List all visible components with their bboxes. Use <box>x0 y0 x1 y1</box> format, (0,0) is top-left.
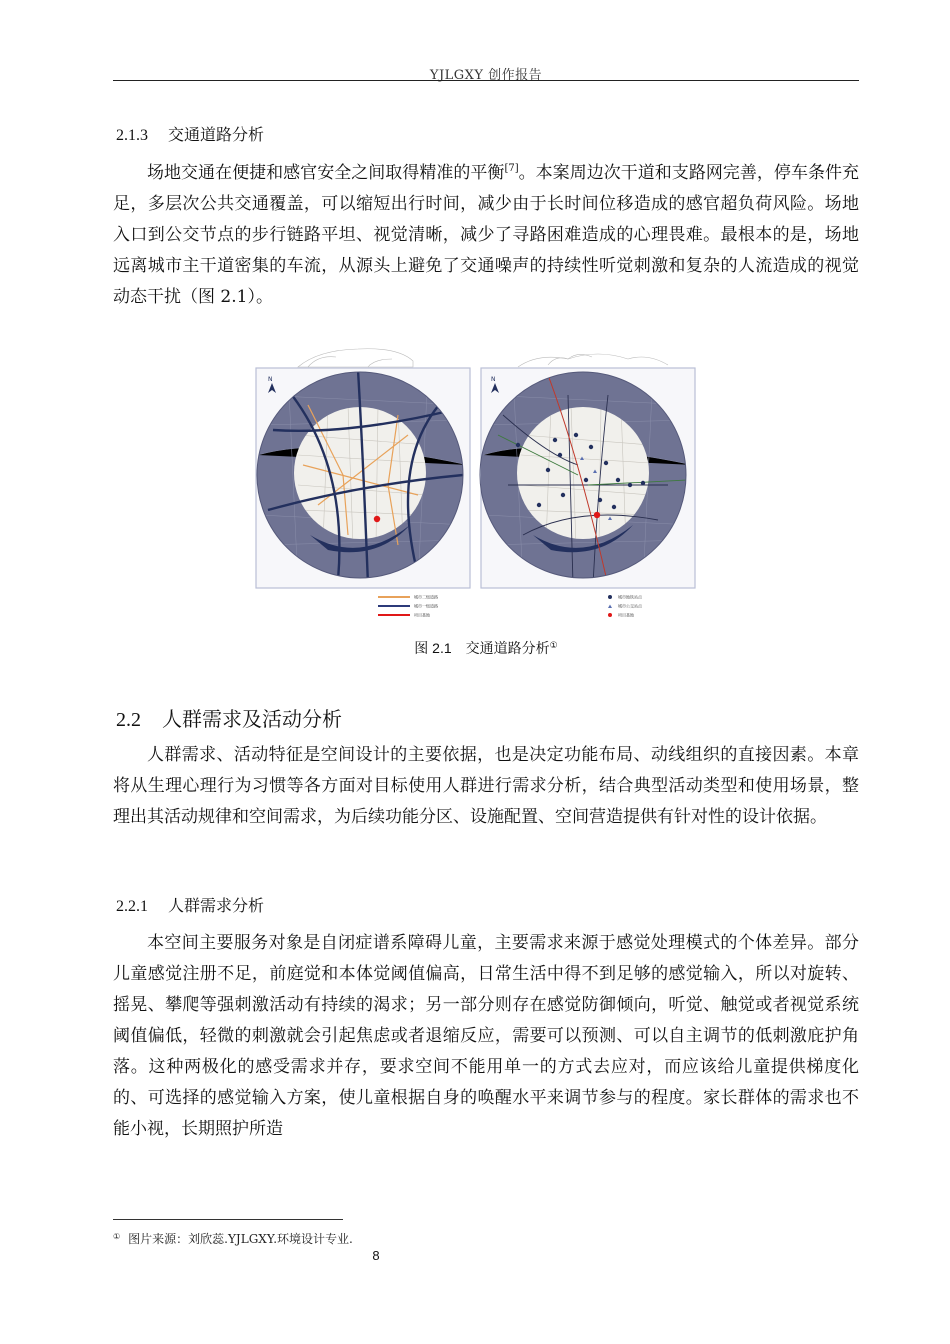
section-heading-2-1-3 <box>116 122 264 145</box>
section-title: 交通道路分析 <box>168 125 265 144</box>
legend-swatch-metro <box>608 595 612 599</box>
paragraph-crowd-activity: 人群需求、活动特征是空间设计的主要依据，也是决定功能布局、动线组织的直接因素。本章将从生理心理行为习惯等各方面对目标使用人群进行需求分析，结合典型活动类型和使用场景，整理出其活动规律和空间需求，为后续功能分区、设施配置、空间营造提供有针对性的设计依据。 <box>113 745 859 827</box>
paragraph-text: 场地交通在便捷和感官安全之间取得精准的平衡 <box>147 163 505 183</box>
project-site-marker <box>374 516 380 522</box>
paragraph-traffic <box>113 158 859 313</box>
svg-text:N: N <box>491 376 496 383</box>
legend-label: 城市地铁站点 <box>618 594 642 600</box>
footnote-rule <box>113 1219 343 1220</box>
paragraph-crowd-needs: 本空间主要服务对象是自闭症谱系障碍儿童，主要需求来源于感觉处理模式的个体差异。部分儿童感觉注册不足，前庭觉和本体觉阈值偏高，日常生活中得不到足够的感觉输入，所以对旋转、摇晃、攀爬等强刺激活动有持续的渴求；另一部分则存在感觉防御倾向，听觉、触觉或者视觉系统阈值偏低，轻微的刺激就会引起焦虑或者退缩反应，需要可以预测、可以自主调节的低刺激庇护角落。这种两极化的感受需求并存，要求空间不能用单一的方式去应对，而应该给儿童提供梯度化的、可选择的感觉输入方案，使儿童根据自身的唤醒水平来调节参与的程度。家长群体的需求也不能小视，长期照护所造 <box>113 933 859 1139</box>
footnote-mark: ① <box>113 1232 121 1241</box>
legend-label: 项目基地 <box>618 612 634 618</box>
citation-ref[interactable]: [7] <box>504 163 519 174</box>
section-heading-2-2-1 <box>116 893 264 916</box>
legend-left <box>378 594 438 618</box>
page-header: YJLGXY 创作报告 <box>429 68 543 83</box>
section-number: 2.1.3 <box>116 127 148 144</box>
legend-right <box>608 594 643 618</box>
legend-swatch-project-site <box>608 613 612 617</box>
header-rule <box>113 80 859 81</box>
legend-label: 城市公交站点 <box>618 603 642 609</box>
figure-caption <box>113 638 859 658</box>
figure-traffic-analysis <box>248 335 698 625</box>
paragraph-text: 。本案周边次干道和支路网完善，停车条件充足，多层次公共交通覆盖，可以缩短出行时间，减少由于长时间位移造成的感官超负荷风险。场地入口到公交节点的步行链路平坦、视觉清晰，减少了寻路困难造成的心理畏难。最根本的是，场地远离城市主干道密集的车流，从源头上避免了交通噪声的持续性听觉刺激和复杂的人流造成的视觉动态干扰（图 2.1）。 <box>113 163 860 307</box>
footnote-text: 图片来源：刘欣蕊.YJLGXY.环境设计专业. <box>128 1232 353 1246</box>
section-number: 2.2.1 <box>116 898 148 915</box>
legend-swatch-bus <box>608 605 612 609</box>
section-number: 2.2 <box>116 709 141 731</box>
page-number: 8 <box>372 1248 380 1263</box>
legend-label: 城市二级道路 <box>414 594 438 600</box>
traffic-maps-image <box>248 335 698 625</box>
project-site-marker <box>594 512 600 518</box>
figure-number: 图 2.1 <box>414 640 452 656</box>
section-title: 人群需求分析 <box>168 896 265 915</box>
footnote <box>113 1230 353 1247</box>
section-heading-2-2 <box>116 703 342 732</box>
footnote-ref[interactable]: ① <box>549 641 558 651</box>
sketch-decoration <box>298 349 668 367</box>
svg-text:N: N <box>268 376 273 383</box>
legend-label: 项目基地 <box>414 612 430 618</box>
figure-caption-text: 交通道路分析 <box>465 641 550 657</box>
legend-label: 城市一级道路 <box>414 603 438 609</box>
section-title: 人群需求及活动分析 <box>162 707 342 731</box>
